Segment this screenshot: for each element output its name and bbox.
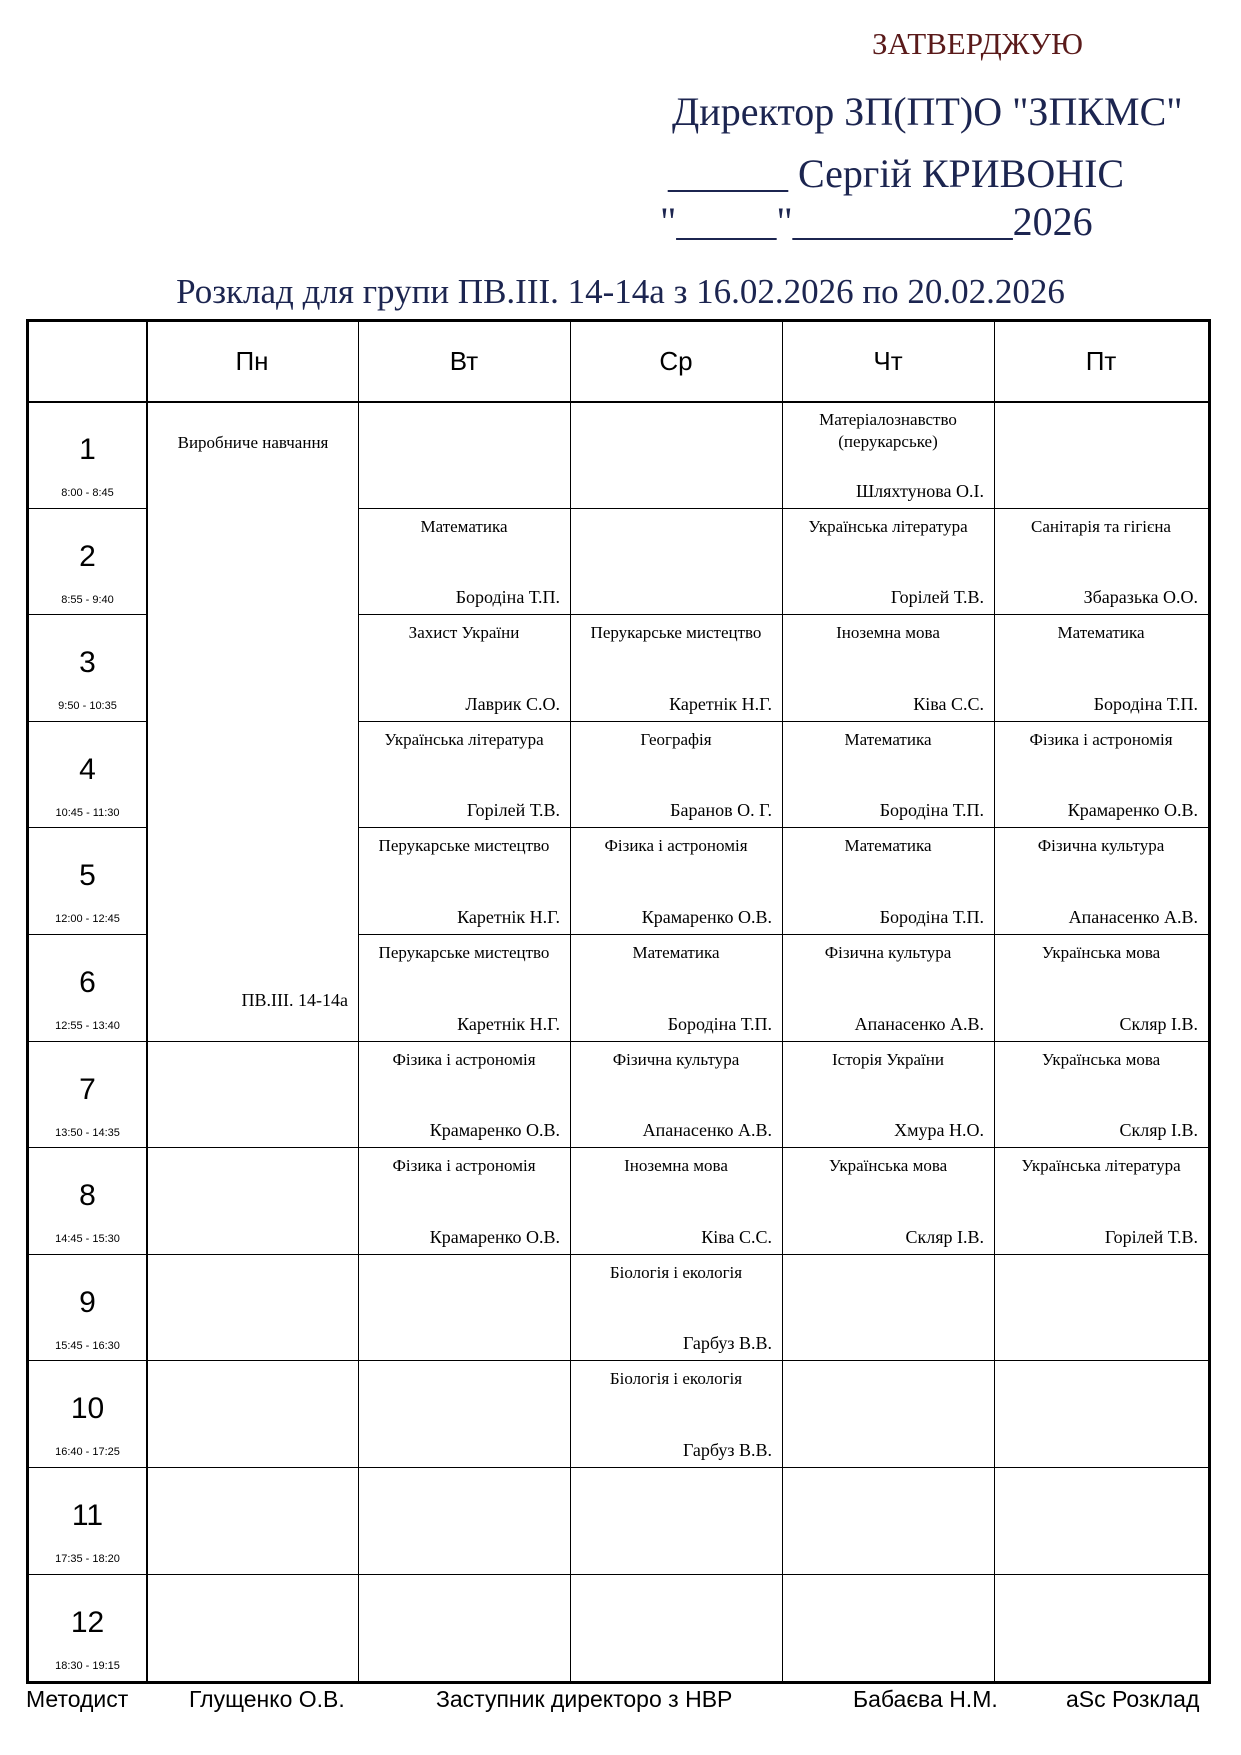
lesson-teacher: Апанасенко А.В. bbox=[642, 1120, 772, 1141]
director-title: Директор ЗП(ПТ)О "ЗПКМС" bbox=[672, 89, 1183, 134]
lesson-teacher: Бородіна Т.П. bbox=[879, 906, 984, 927]
lesson-teacher: Апанасенко А.В. bbox=[1068, 906, 1198, 927]
period-number: 1 bbox=[79, 433, 96, 466]
lesson-teacher: Бородіна Т.П. bbox=[879, 800, 984, 821]
lesson-cell bbox=[570, 827, 782, 934]
lesson-subject: Математика bbox=[1057, 623, 1145, 643]
lesson-teacher: Горілей Т.В. bbox=[1104, 1226, 1198, 1247]
lesson-subject: Біологія і екологія bbox=[609, 1369, 743, 1389]
lesson-teacher: Крамаренко О.В. bbox=[1067, 800, 1198, 821]
lesson-teacher: Ківа С.С. bbox=[701, 1226, 772, 1247]
lesson-cell bbox=[994, 934, 1208, 1041]
lesson-subject: Перукарське мистецтво bbox=[378, 943, 550, 962]
lesson-subject: Матеріалознавство (перукарське) bbox=[819, 410, 957, 451]
lesson-teacher: Гарбуз В.В. bbox=[682, 1333, 772, 1354]
footer bbox=[26, 1686, 1216, 1716]
lesson-teacher: Крамаренко О.В. bbox=[429, 1120, 560, 1141]
monday-practical-training-block bbox=[148, 403, 358, 1041]
lesson-cell bbox=[570, 1147, 782, 1254]
lesson-cell bbox=[782, 1147, 994, 1254]
period-number: 12 bbox=[70, 1605, 105, 1639]
lesson-cell bbox=[782, 614, 994, 721]
day-header: Вт bbox=[449, 346, 479, 376]
period-time: 12:00 - 12:45 bbox=[55, 913, 120, 926]
grid-row-line bbox=[29, 1574, 1208, 1575]
lesson-cell bbox=[358, 934, 570, 1041]
lesson-subject: Фізика і астрономія bbox=[392, 1156, 536, 1176]
period-number: 11 bbox=[71, 1499, 104, 1532]
period-number: 7 bbox=[79, 1072, 96, 1106]
lesson-subject: Фізична культура bbox=[1037, 836, 1165, 856]
monday-block-subject: Виробниче навчання bbox=[177, 433, 329, 452]
lesson-teacher: Бородіна Т.П. bbox=[667, 1013, 772, 1034]
lesson-teacher: Крамаренко О.В. bbox=[641, 906, 772, 927]
lesson-teacher: Гарбуз В.В. bbox=[682, 1439, 772, 1460]
lesson-teacher: Лаврик С.О. bbox=[465, 693, 560, 714]
lesson-teacher: Горілей Т.В. bbox=[466, 800, 560, 821]
day-header: Чт bbox=[873, 346, 903, 376]
lesson-cell bbox=[570, 1360, 782, 1467]
lesson-cell bbox=[994, 1041, 1208, 1148]
lesson-subject: Математика bbox=[420, 516, 508, 536]
lesson-teacher: Крамаренко О.В. bbox=[429, 1226, 560, 1247]
lesson-teacher: Горілей Т.В. bbox=[890, 587, 984, 608]
software-credit: aSc Розклад bbox=[1066, 1686, 1200, 1712]
lesson-subject: Математика bbox=[632, 943, 720, 962]
deputy-name: Бабаєва Н.М. bbox=[853, 1686, 998, 1712]
lesson-subject: Іноземна мова bbox=[624, 1156, 728, 1176]
period-time: 9:50 - 10:35 bbox=[58, 700, 117, 713]
grid-row-line bbox=[29, 1467, 1208, 1468]
lesson-cell bbox=[570, 1254, 782, 1361]
lesson-cell bbox=[994, 1147, 1208, 1254]
lesson-subject: Фізична культура bbox=[824, 943, 952, 962]
lesson-cell bbox=[994, 614, 1208, 721]
lesson-cell bbox=[358, 1147, 570, 1254]
lesson-cell bbox=[994, 827, 1208, 934]
lesson-subject: Математика bbox=[844, 729, 932, 749]
lesson-subject: Іноземна мова bbox=[836, 623, 940, 643]
lesson-teacher: Каретнік Н.Г. bbox=[669, 693, 772, 714]
period-time: 10:45 - 11:30 bbox=[55, 806, 120, 819]
lesson-cell bbox=[782, 1041, 994, 1148]
period-time: 13:50 - 14:35 bbox=[55, 1126, 120, 1139]
period-time: 8:55 - 9:40 bbox=[61, 593, 114, 606]
lesson-subject: Фізика і астрономія bbox=[1029, 729, 1173, 749]
lesson-teacher: Скляр І.В. bbox=[1119, 1013, 1198, 1034]
period-time: 17:35 - 18:20 bbox=[55, 1553, 120, 1565]
lesson-teacher: Бородіна Т.П. bbox=[455, 587, 560, 608]
period-number: 5 bbox=[79, 859, 96, 893]
lesson-cell bbox=[358, 508, 570, 615]
lesson-subject: Історія України bbox=[832, 1049, 944, 1069]
lesson-subject: Математика bbox=[844, 836, 932, 856]
lesson-subject: Українська мова bbox=[828, 1156, 948, 1176]
period-number: 8 bbox=[79, 1179, 96, 1213]
lesson-subject: Захист України bbox=[408, 623, 520, 643]
lesson-teacher: Скляр І.В. bbox=[1119, 1120, 1198, 1141]
lesson-subject: Українська література bbox=[808, 516, 968, 536]
lesson-subject: Українська мова bbox=[1041, 1049, 1161, 1069]
period-number: 9 bbox=[79, 1285, 96, 1319]
lesson-subject: Санітарія та гігієна bbox=[1031, 516, 1171, 536]
lesson-subject: Перукарське мистецтво bbox=[590, 623, 762, 643]
lesson-teacher: Каретнік Н.Г. bbox=[457, 1013, 560, 1034]
methodist-label: Методист bbox=[26, 1686, 129, 1712]
day-header: Ср bbox=[659, 346, 693, 376]
lesson-cell bbox=[570, 614, 782, 721]
lesson-teacher: Хмура Н.О. bbox=[894, 1120, 984, 1141]
lesson-cell bbox=[358, 614, 570, 721]
period-time: 16:40 - 17:25 bbox=[55, 1446, 120, 1459]
approval-date-line: "_____"___________2026 bbox=[660, 199, 1093, 244]
period-number: 10 bbox=[70, 1392, 105, 1426]
lesson-cell bbox=[570, 1041, 782, 1148]
lesson-cell bbox=[570, 934, 782, 1041]
lesson-teacher: Ківа С.С. bbox=[913, 693, 984, 714]
lesson-teacher: Шляхтунова О.І. bbox=[856, 480, 984, 501]
day-header: Пн bbox=[235, 346, 269, 376]
lesson-cell bbox=[570, 721, 782, 828]
lesson-cell bbox=[782, 827, 994, 934]
period-time: 15:45 - 16:30 bbox=[55, 1339, 120, 1352]
period-time: 14:45 - 15:30 bbox=[55, 1233, 120, 1246]
lesson-subject: Українська література bbox=[384, 729, 544, 749]
schedule-title: Розклад для групи ПВ.ІІІ. 14-14а з 16.02.2026 по 20.02.2026 bbox=[176, 272, 1065, 311]
period-number: 6 bbox=[79, 966, 96, 999]
period-time: 8:00 - 8:45 bbox=[61, 487, 114, 499]
lesson-subject: Українська література bbox=[1021, 1156, 1181, 1176]
lesson-cell bbox=[782, 934, 994, 1041]
director-signature-line: ______ Сергій КРИВОНІС bbox=[668, 151, 1125, 196]
lesson-cell bbox=[358, 827, 570, 934]
lesson-cell bbox=[994, 508, 1208, 615]
lesson-cell bbox=[358, 1041, 570, 1148]
lesson-teacher: Бородіна Т.П. bbox=[1093, 693, 1198, 714]
approval-label: ЗАТВЕРДЖУЮ bbox=[872, 26, 1083, 61]
lesson-subject: Географія bbox=[640, 729, 712, 749]
lesson-teacher: Апанасенко А.В. bbox=[854, 1013, 984, 1034]
period-number: 2 bbox=[79, 539, 96, 573]
lesson-subject: Фізична культура bbox=[612, 1049, 740, 1069]
period-time: 12:55 - 13:40 bbox=[55, 1020, 120, 1032]
timetable-grid bbox=[26, 319, 1211, 1684]
lesson-subject: Перукарське мистецтво bbox=[378, 836, 550, 856]
lesson-cell bbox=[782, 401, 994, 508]
period-time: 18:30 - 19:15 bbox=[55, 1659, 120, 1672]
methodist-name: Глущенко О.В. bbox=[189, 1686, 345, 1712]
deputy-label: Заступник директоро з НВР bbox=[436, 1686, 733, 1712]
lesson-cell bbox=[782, 721, 994, 828]
day-header: Пт bbox=[1085, 346, 1117, 376]
lesson-subject: Фізика і астрономія bbox=[392, 1049, 536, 1069]
lesson-subject: Біологія і екологія bbox=[609, 1262, 743, 1282]
lesson-cell bbox=[782, 508, 994, 615]
lesson-cell bbox=[994, 721, 1208, 828]
period-number: 3 bbox=[79, 646, 96, 680]
lesson-teacher: Збаразька О.О. bbox=[1083, 587, 1198, 608]
period-number: 4 bbox=[79, 752, 96, 786]
lesson-subject: Фізика і астрономія bbox=[604, 836, 748, 856]
monday-block-group: ПВ.ІІІ. 14-14а bbox=[241, 989, 348, 1010]
lesson-subject: Українська мова bbox=[1041, 943, 1161, 962]
lesson-teacher: Каретнік Н.Г. bbox=[457, 906, 560, 927]
lesson-cell bbox=[358, 721, 570, 828]
lesson-teacher: Баранов О. Г. bbox=[670, 800, 772, 821]
lesson-teacher: Скляр І.В. bbox=[905, 1226, 984, 1247]
